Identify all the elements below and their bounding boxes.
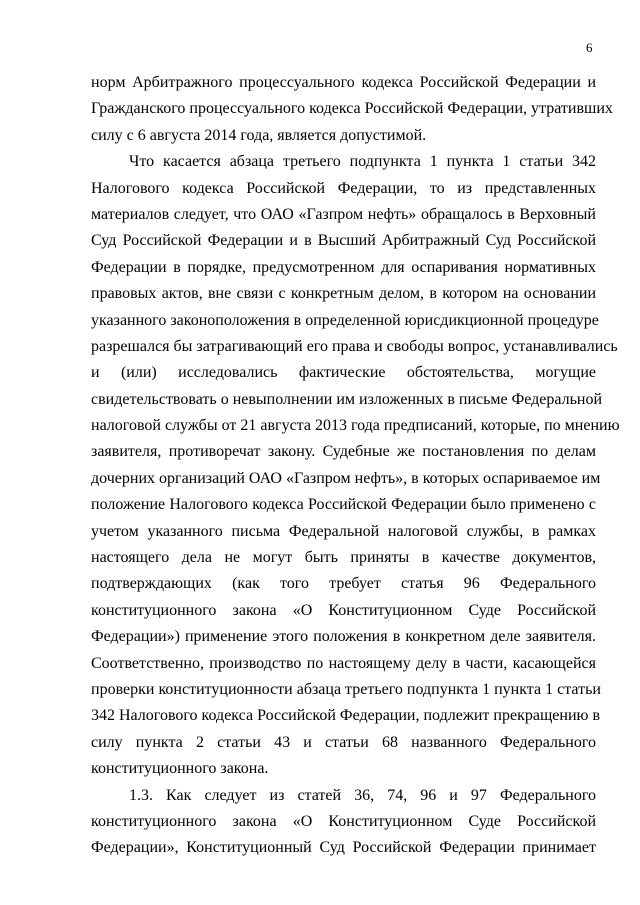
text-line: 342 Налогового кодекса Российской Федерации, подлежит прекращению в (91, 707, 601, 725)
text-line: дочерних организаций ОАО «Газпром нефть», в которых оспариваемое им (91, 469, 601, 487)
text-line: разрешался бы затрагивающий его права и свободы вопрос, устанавливались (91, 337, 618, 355)
text-line: положение Налогового кодекса Российской Федерации было применено с (91, 496, 596, 514)
text-line: заявителя, противоречат закону. Судебные же постановления по делам (91, 443, 596, 461)
text-line: Федерации», Конституционный Суд Российской Федерации принимает (91, 839, 596, 857)
text-line: Налогового кодекса Российской Федерации, то из представленных (91, 179, 596, 197)
text-line: конституционного закона «О Конституционном Суде Российской (91, 601, 596, 619)
text-line: налоговой службы от 21 августа 2013 года предписаний, которые, по мнению (91, 417, 620, 435)
text-line: Суд Российской Федерации и в Высший Арбитражный Суд Российской (91, 232, 596, 250)
text-line: Федерации в порядке, предусмотренном для оспаривания нормативных (91, 258, 596, 276)
text-line: правовых актов, вне связи с конкретным делом, в котором на основании (91, 285, 596, 303)
text-line: Федерации») применение этого положения в конкретном деле заявителя. (91, 628, 596, 646)
text-line: Соответственно, производство по настоящему делу в части, касающейся (91, 654, 596, 672)
text-line: 1.3. Как следует из статей 36, 74, 96 и 97 Федерального (129, 786, 596, 804)
text-line: настоящего дела не могут быть приняты в качестве документов, (91, 549, 596, 567)
text-line: свидетельствовать о невыполнении им изложенных в письме Федеральной (91, 390, 603, 408)
page-number: 6 (586, 40, 593, 55)
text-line: указанного законоположения в определенной юрисдикционной процедуре (91, 311, 599, 329)
text-line: учетом указанного письма Федеральной налоговой службы, в рамках (91, 522, 596, 540)
body-text (91, 70, 620, 862)
text-line: конституционного закона. (91, 760, 269, 778)
text-line: проверки конституционности абзаца третьего подпункта 1 пункта 1 статьи (91, 680, 601, 698)
text-line: конституционного закона «О Конституционном Суде Российской (91, 812, 596, 830)
text-line: силу пункта 2 статьи 43 и статьи 68 названного Федерального (91, 733, 596, 751)
text-line: и (или) исследовались фактические обстоятельства, могущие (91, 364, 596, 382)
text-line: Что касается абзаца третьего подпункта 1 пункта 1 статьи 342 (129, 153, 596, 171)
text-line: Гражданского процессуального кодекса Российской Федерации, утративших (91, 100, 613, 118)
text-line: силу с 6 августа 2014 года, является допустимой. (91, 126, 427, 144)
text-line: норм Арбитражного процессуального кодекса Российской Федерации и (91, 74, 596, 91)
text-line: материалов следует, что ОАО «Газпром нефть» обращалось в Верховный (91, 205, 596, 223)
text-line: подтверждающих (как того требует статья 96 Федерального (91, 575, 596, 593)
